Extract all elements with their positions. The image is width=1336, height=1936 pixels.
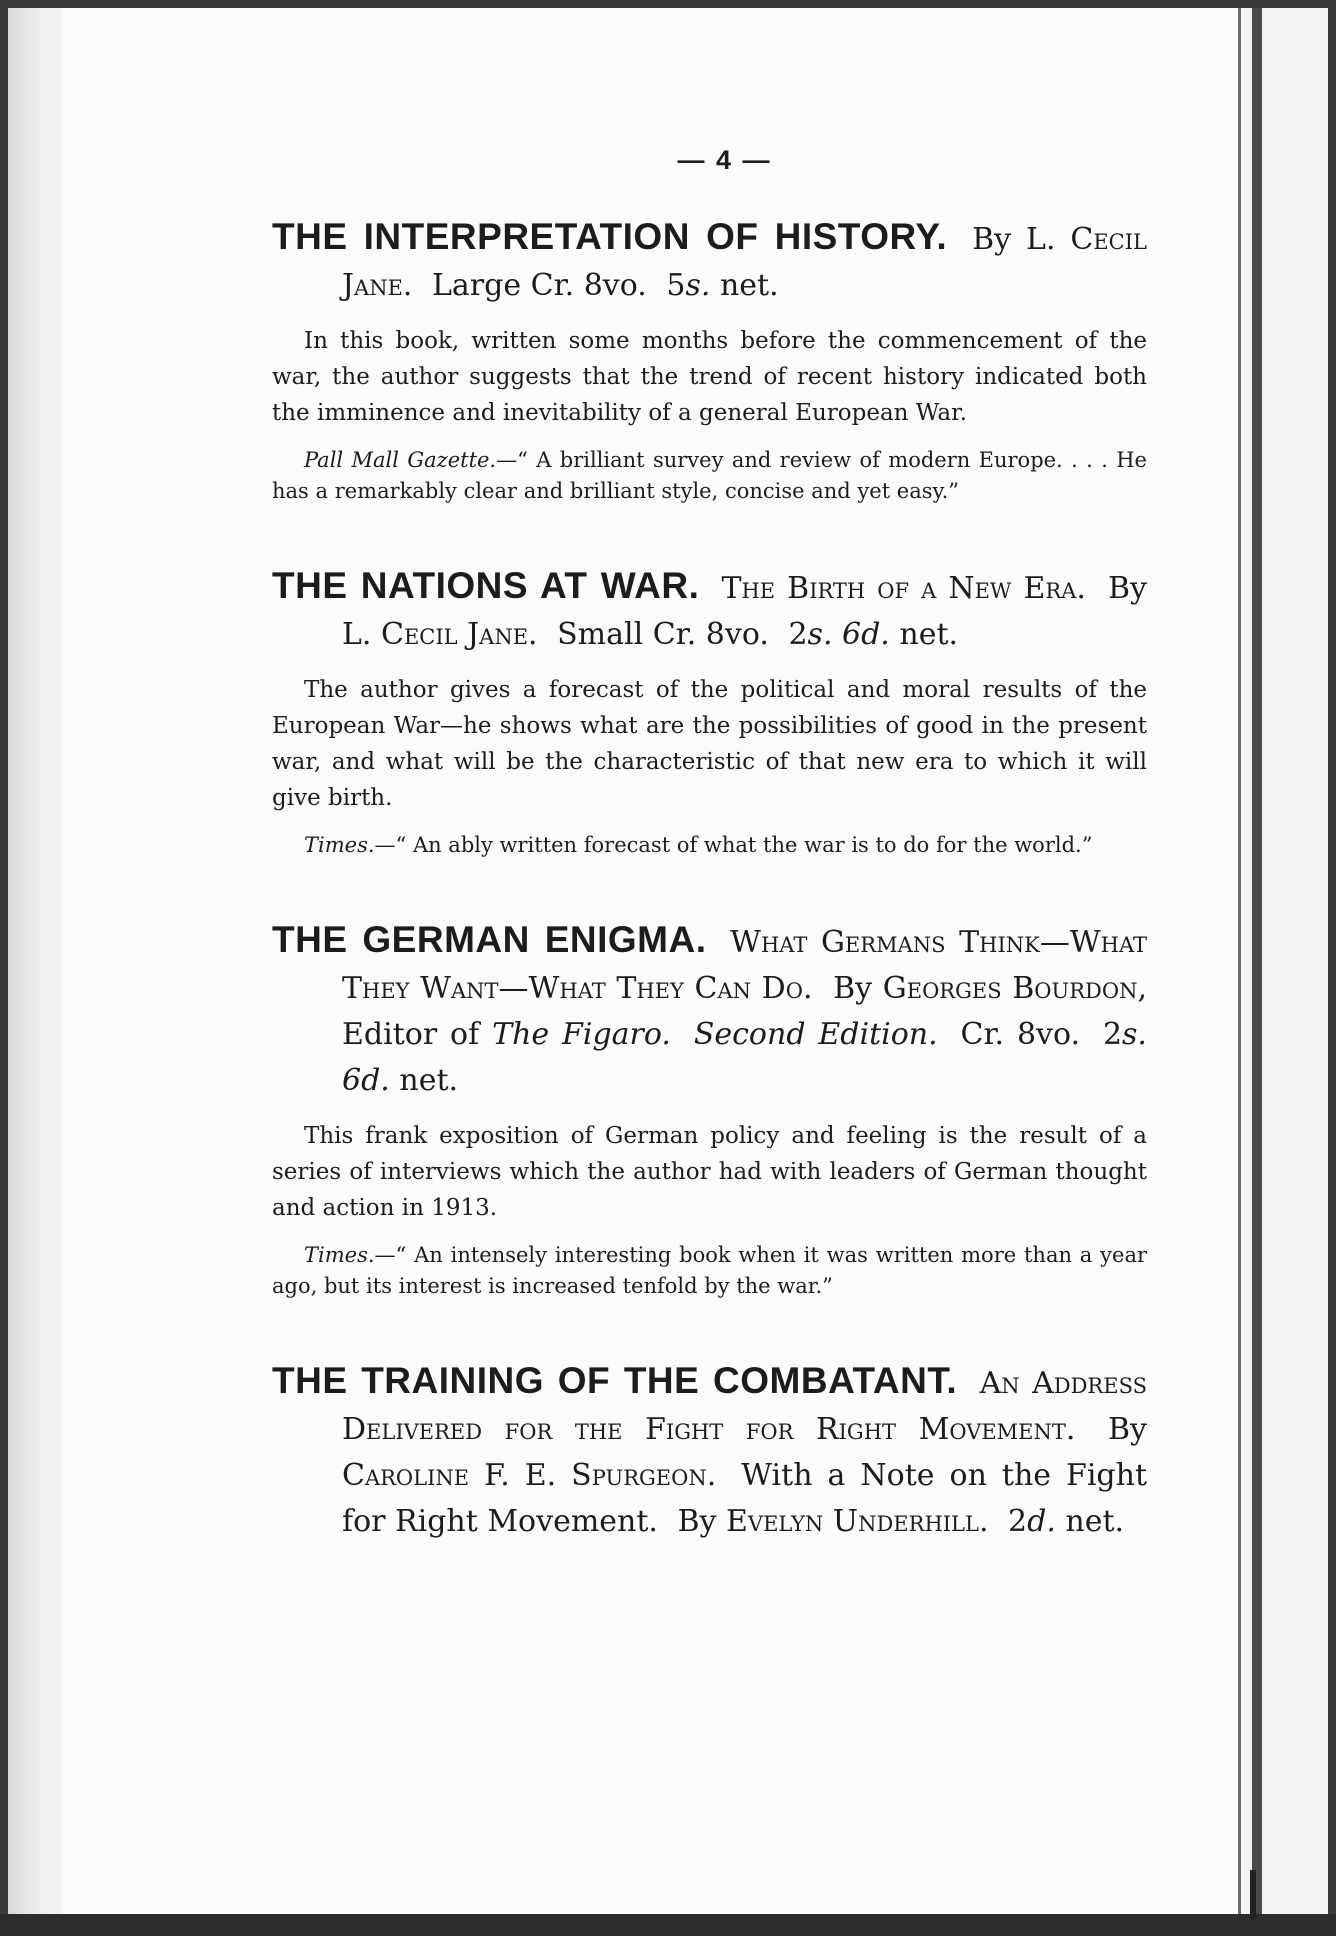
price-amount: 2 bbox=[788, 617, 808, 652]
book-format: Small Cr. 8vo. bbox=[557, 617, 769, 652]
book-title: THE GERMAN ENIGMA. bbox=[272, 919, 707, 960]
press-review bbox=[272, 1240, 1147, 1302]
book-title: THE TRAINING OF THE COMBATANT. bbox=[272, 1360, 958, 1401]
book-subtitle: The Birth of a New Era. bbox=[721, 571, 1086, 606]
note-author: Evelyn Underhill. bbox=[726, 1504, 989, 1539]
review-quote: —“ An ably written forecast of what the war is to do for the world.” bbox=[374, 833, 1093, 857]
book-description: This frank exposition of German policy and feeling is the result of a series of interviews which the author had with leaders of German thought and action in 1913. bbox=[272, 1123, 1147, 1221]
by-label: By bbox=[972, 222, 1012, 257]
price-amount: 5 bbox=[666, 268, 686, 303]
book-entry bbox=[272, 917, 1147, 1302]
price-unit: d. bbox=[1027, 1504, 1056, 1539]
price-net: net. bbox=[719, 268, 779, 303]
book-author: Caroline F. E. Spurgeon. bbox=[342, 1458, 717, 1493]
price-amount: 2 bbox=[1102, 1017, 1123, 1052]
next-page-edge bbox=[1252, 8, 1262, 1923]
book-title: THE NATIONS AT WAR. bbox=[272, 565, 700, 606]
price-unit: s. bbox=[685, 268, 711, 303]
price-unit: s. 6d. bbox=[807, 617, 890, 652]
review-source: Times. bbox=[304, 1243, 375, 1267]
scan-bottom-border bbox=[0, 1914, 1336, 1936]
book-subtitle: An Address Delivered for the Fight for Right Movement. bbox=[342, 1366, 1147, 1447]
book-entry bbox=[272, 214, 1147, 507]
by-label: By bbox=[1107, 571, 1147, 606]
book-format: Large Cr. 8vo. bbox=[431, 268, 647, 303]
book-title: THE INTERPRETATION OF HISTORY. bbox=[272, 216, 948, 257]
book-price bbox=[788, 617, 958, 652]
review-quote: —“ An intensely interesting book when it was written more than a year ago, but its interest is increased tenfold by the war.” bbox=[272, 1243, 1147, 1298]
review-source: Times. bbox=[304, 833, 375, 857]
entry-heading bbox=[272, 214, 1147, 309]
press-review bbox=[272, 830, 1147, 861]
price-unit: s. 6d. bbox=[342, 1017, 1147, 1098]
book-author: L. Cecil Jane. bbox=[342, 617, 538, 652]
page-edge-line bbox=[1238, 8, 1241, 1923]
review-source: Pall Mall Gazette. bbox=[304, 448, 497, 472]
book-price bbox=[666, 268, 778, 303]
review-quote: —“ A brilliant survey and review of modern Europe. . . . He has a remarkably clear and brilliant style, concise and yet easy.” bbox=[272, 448, 1147, 503]
book-description: The author gives a forecast of the political and moral results of the European War—he shows what are the possibilities of good in the present war, and what will be the characteristic of that new era to which it will give birth. bbox=[272, 677, 1147, 811]
page-edge-tab bbox=[1250, 1870, 1256, 1920]
book-author: Georges Bourdon, bbox=[882, 971, 1147, 1006]
newspaper-name: The Figaro. bbox=[492, 1017, 671, 1052]
by-label: By bbox=[1108, 1412, 1148, 1447]
price-net: net. bbox=[1065, 1504, 1125, 1539]
edition-label: Second Edition. bbox=[693, 1017, 938, 1052]
book-description: In this book, written some months before the commencement of the war, the author suggests that the trend of recent history indicated both the imminence and inevitability of a general European War. bbox=[272, 328, 1147, 426]
by-label: By bbox=[833, 971, 873, 1006]
editor-label: Editor of bbox=[342, 1017, 480, 1052]
book-price bbox=[1008, 1504, 1124, 1539]
book-entry bbox=[272, 1358, 1147, 1545]
price-net: net. bbox=[399, 1063, 459, 1098]
book-subtitle: What Germans Think—What They Want—What They Can Do. bbox=[342, 925, 1148, 1006]
page-content bbox=[272, 145, 1147, 1601]
book-gutter bbox=[8, 8, 60, 1923]
entry-heading bbox=[272, 563, 1147, 658]
book-entry bbox=[272, 563, 1147, 861]
entry-heading bbox=[272, 917, 1147, 1104]
entry-heading bbox=[272, 1358, 1147, 1545]
book-format: Cr. 8vo. bbox=[960, 1017, 1081, 1052]
price-net: net. bbox=[899, 617, 959, 652]
book-author: L. Cecil Jane. bbox=[342, 222, 1147, 303]
press-review bbox=[272, 445, 1147, 507]
book-note: With a Note on the Fight for Right Movement. bbox=[342, 1458, 1147, 1539]
by-label: By bbox=[677, 1504, 717, 1539]
page-number: — 4 — bbox=[677, 145, 772, 175]
price-amount: 2 bbox=[1008, 1504, 1028, 1539]
